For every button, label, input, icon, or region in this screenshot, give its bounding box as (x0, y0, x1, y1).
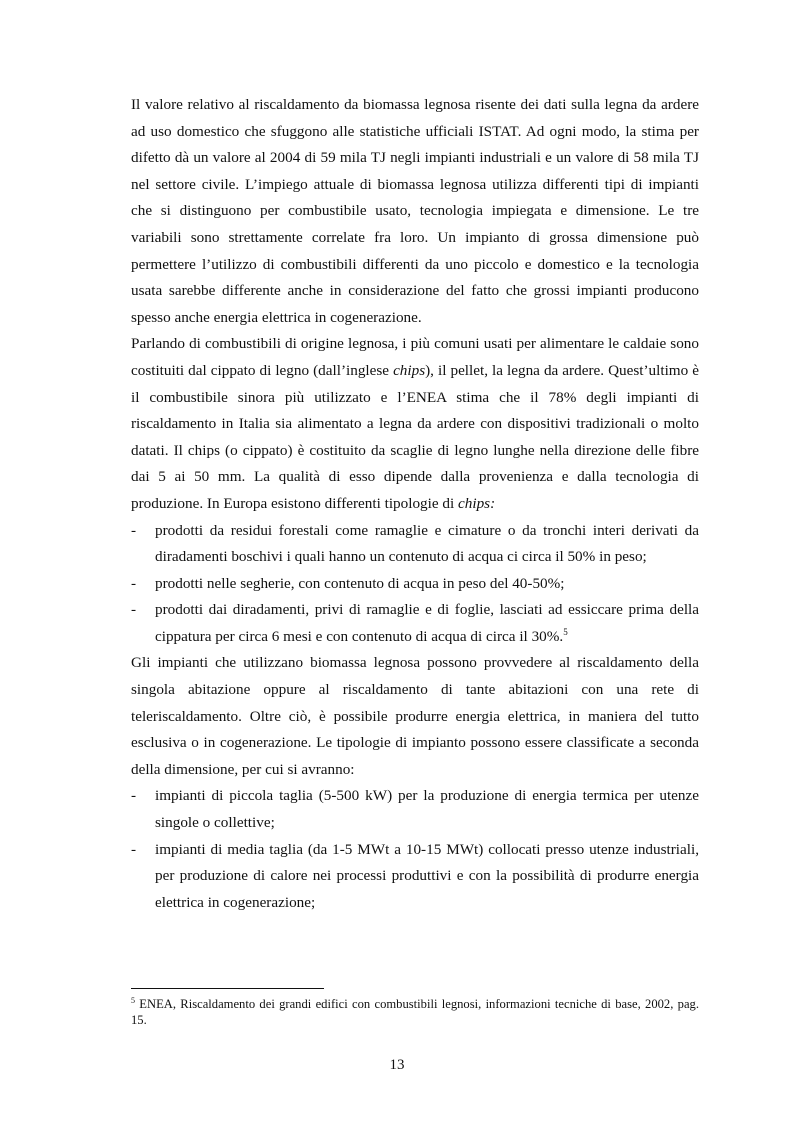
paragraph-2 (131, 331, 699, 517)
list-dash: - (131, 601, 137, 619)
page-number: 13 (389, 1057, 405, 1073)
paragraph-2-text-a: Parlando di combustibili di origine legnosa, i più comuni usati per alimentare le caldaie sono costituiti dal cippato di legno (dall’inglese (131, 335, 699, 379)
footnote-reference: 5 (563, 626, 568, 637)
list-dash: - (131, 521, 137, 539)
paragraph-1: Il valore relativo al riscaldamento da biomassa legnosa risente dei dati sulla legna da ardere ad uso domestico che sfuggono alle statistiche ufficiali ISTAT. Ad ogni modo, la stima per difetto dà un valore al 2004 di 59 mila TJ negli impianti industriali e un valore di 58 mila TJ nel settore civile. L’impiego attuale di biomassa legnosa utilizza differenti tipi di impianti che si distinguono per combustibile usato, tecnologia impiegata e dimensione. Le tre variabili sono strettamente correlate fra loro. Un impianto di grossa dimensione può permettere l’utilizzo di combustibili differenti da uno piccolo e domestico e la tecnologia usata sarebbe differente anche in considerazione del fatto che grossi impianti producono spesso anche energia elettrica in cogenerazione. (131, 96, 699, 326)
list-item (131, 837, 699, 917)
list-dash: - (131, 574, 137, 592)
list-dash: - (131, 787, 137, 805)
page-body (131, 92, 699, 916)
footnote-separator (131, 988, 324, 989)
list-item (131, 597, 699, 650)
chips-term: chips (393, 361, 426, 379)
list-item-text: impianti di media taglia (da 1-5 MWt a 10-15 MWt) collocati presso utenze industriali, per produzione di calore nei processi produttivi e con la possibilità di produrre energia elettrica in cogenerazione; (155, 840, 699, 911)
list-item-text: prodotti nelle segherie, con contenuto di acqua in peso del 40-50%; (155, 574, 565, 592)
plant-sizes-list (131, 783, 699, 916)
list-item-text: prodotti dai diradamenti, privi di ramaglie e di foglie, lasciati ad essiccare prima della cippatura per circa 6 mesi e con contenuto di acqua di circa il 30%. (155, 601, 699, 645)
list-item-text: prodotti da residui forestali come ramaglie e cimature o da tronchi interi derivati da diradamenti boschivi i quali hanno un contenuto di acqua ci circa il 50% in peso; (155, 521, 699, 566)
chips-term-colon: chips: (458, 494, 496, 512)
footnote-text: ENEA, Riscaldamento dei grandi edifici con combustibili legnosi, informazioni tecniche di base, 2002, pag. 15. (131, 997, 699, 1027)
chips-types-list (131, 518, 699, 651)
list-item (131, 783, 699, 836)
list-item (131, 571, 699, 598)
footnote-number: 5 (131, 996, 135, 1005)
footnote (131, 996, 699, 1028)
list-item-text: impianti di piccola taglia (5-500 kW) per la produzione di energia termica per utenze singole o collettive; (155, 787, 699, 832)
paragraph-3: Gli impianti che utilizzano biomassa legnosa possono provvedere al riscaldamento della singola abitazione oppure al riscaldamento di tante abitazioni con una rete di teleriscaldamento. Oltre ciò, è possibile produrre energia elettrica, in maniera del tutto esclusiva o in cogenerazione. Le tipologie di impianto possono essere classificate a seconda della dimensione, per cui si avranno: (131, 654, 699, 778)
paragraph-2-text-b: ), il pellet, la legna da ardere. Quest’ultimo è il combustibile sinora più utilizzato e l’ENEA stima che il 78% degli impianti di riscaldamento in Italia sia alimentato a legna da ardere con dispositivi tradizionali o molto datati. Il chips (o cippato) è costituito da scaglie di legno lunghe nella direzione delle fibre dai 5 ai 50 mm. La qualità di esso dipende dalla provenienza e dalla tecnologia di produzione. In Europa esistono differenti tipologie di (131, 361, 699, 512)
list-dash: - (131, 840, 137, 858)
list-item (131, 518, 699, 571)
